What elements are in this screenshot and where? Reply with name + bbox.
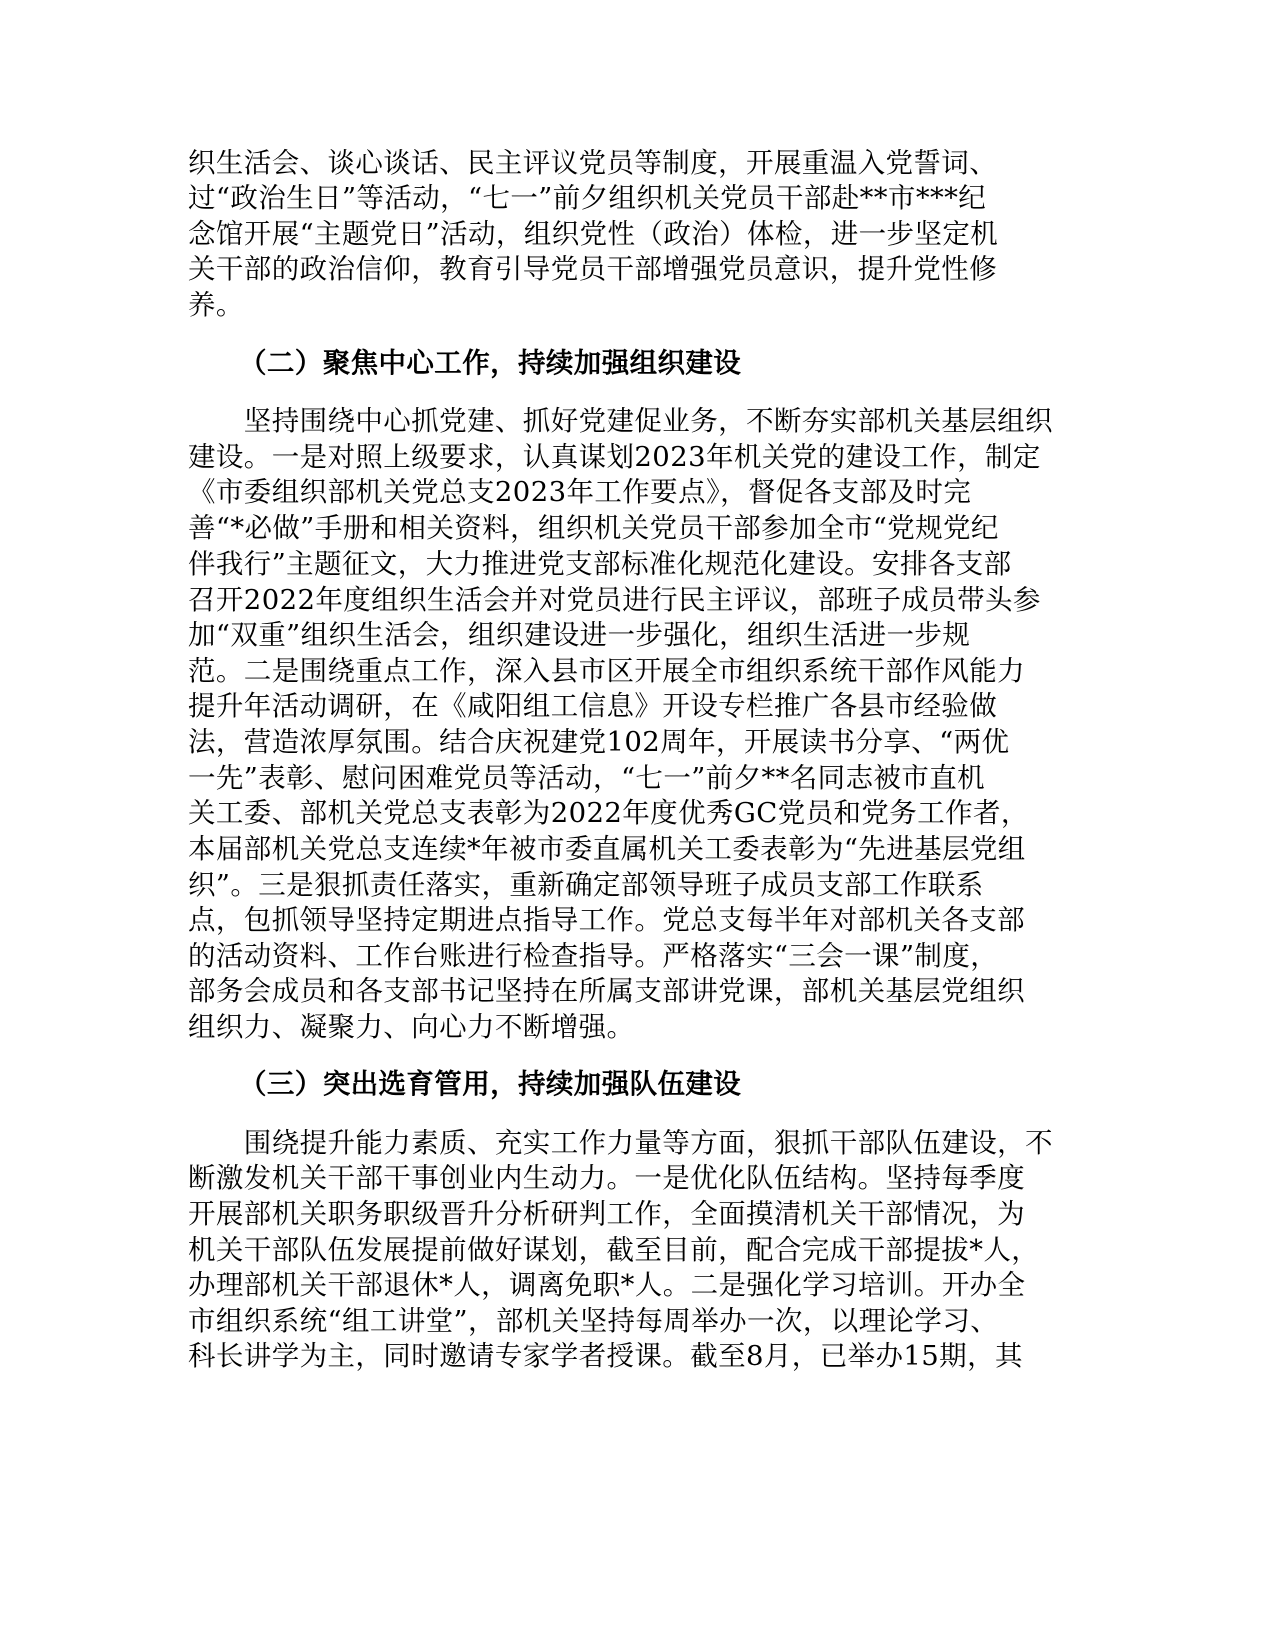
paragraph-line: 的活动资料、工作台账进行检查指导。严格落实“三会一课”制度， bbox=[188, 940, 999, 972]
paragraph-line: 关干部的政治信仰，教育引导党员干部增强党员意识，提升党性修 bbox=[188, 253, 998, 285]
paragraph-line: 提升年活动调研，在《咸阳组工信息》开设专栏推广各县市经验做 bbox=[188, 690, 998, 722]
paragraph-line: 织”。三是狠抓责任落实，重新确定部领导班子成员支部工作联系 bbox=[188, 869, 984, 901]
paragraph-line: 织生活会、谈心谈话、民主评议党员等制度，开展重温入党誓词、 bbox=[188, 147, 998, 179]
paragraph-line: 善“*必做”手册和相关资料，组织机关党员干部参加全市“党规党纪 bbox=[188, 512, 999, 544]
paragraph-line: 召开2022年度组织生活会并对党员进行民主评议，部班子成员带头参 bbox=[188, 584, 1041, 616]
paragraph-line: 《市委组织部机关党总支2023年工作要点》，督促各支部及时完 bbox=[188, 476, 972, 508]
paragraph-line: 过“政治生日”等活动，“七一”前夕组织机关党员干部赴**市***纪 bbox=[188, 182, 987, 214]
paragraph-line: 科长讲学为主，同时邀请专家学者授课。截至8月，已举办15期，其 bbox=[188, 1340, 1023, 1372]
paragraph-line: 机关干部队伍发展提前做好谋划，截至目前，配合完成干部提拔*人， bbox=[188, 1234, 1040, 1266]
paragraph-line: 一先”表彰、慰问困难党员等活动，“七一”前夕**名同志被市直机 bbox=[188, 762, 986, 794]
paragraph-line: 围绕提升能力素质、充实工作力量等方面，狠抓干部队伍建设，不 bbox=[188, 1127, 1053, 1159]
paragraph-line: 市组织系统“组工讲堂”，部机关坚持每周举办一次，以理论学习、 bbox=[188, 1305, 999, 1337]
paragraph-line: 关工委、部机关党总支表彰为2022年度优秀GC党员和党务工作者， bbox=[188, 797, 1029, 829]
paragraph-line: 部务会成员和各支部书记坚持在所属支部讲党课，部机关基层党组织 bbox=[188, 975, 1025, 1007]
paragraph-line: 法，营造浓厚氛围。结合庆祝建党102周年，开展读书分享、“两优 bbox=[188, 726, 1010, 758]
paragraph-line: 点，包抓领导坚持定期进点指导工作。党总支每半年对部机关各支部 bbox=[188, 904, 1025, 936]
section-heading: （二）聚焦中心工作，持续加强组织建设 bbox=[239, 347, 742, 379]
paragraph-line: 养。 bbox=[188, 289, 244, 321]
paragraph-line: 范。二是围绕重点工作，深入县市区开展全市组织系统干部作风能力 bbox=[188, 655, 1025, 687]
paragraph-line: 开展部机关职务职级晋升分析研判工作，全面摸清机关干部情况，为 bbox=[188, 1198, 1025, 1230]
paragraph-line: 办理部机关干部退休*人，调离免职*人。二是强化学习培训。开办全 bbox=[188, 1269, 1026, 1301]
paragraph-line: 本届部机关党总支连续*年被市委直属机关工委表彰为“先进基层党组 bbox=[188, 833, 1026, 865]
paragraph-line: 建设。一是对照上级要求，认真谋划2023年机关党的建设工作，制定 bbox=[188, 441, 1041, 473]
section-heading: （三）突出选育管用，持续加强队伍建设 bbox=[239, 1068, 742, 1100]
paragraph-line: 念馆开展“主题党日”活动，组织党性（政治）体检，进一步坚定机 bbox=[188, 218, 999, 250]
paragraph-line: 加“双重”组织生活会，组织建设进一步强化，组织生活进一步规 bbox=[188, 619, 971, 651]
paragraph-line: 坚持围绕中心抓党建、抓好党建促业务，不断夯实部机关基层组织 bbox=[188, 405, 1053, 437]
paragraph-line: 断激发机关干部干事创业内生动力。一是优化队伍结构。坚持每季度 bbox=[188, 1162, 1025, 1194]
paragraph-line: 组织力、凝聚力、向心力不断增强。 bbox=[188, 1011, 635, 1043]
paragraph-line: 伴我行”主题征文，大力推进党支部标准化规范化建设。安排各支部 bbox=[188, 548, 1012, 580]
